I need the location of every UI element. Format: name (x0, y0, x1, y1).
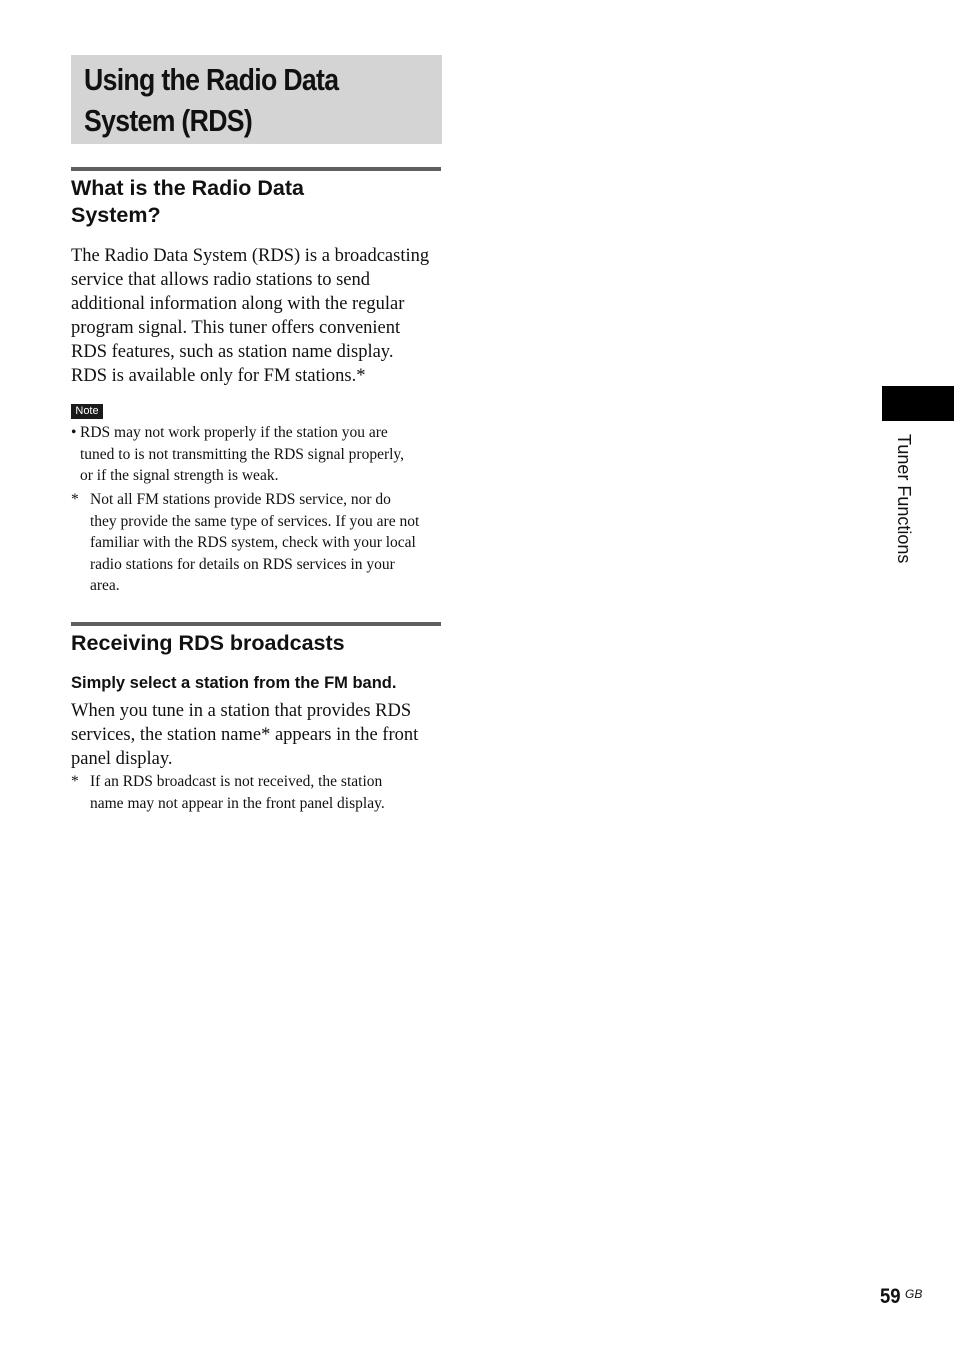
footnote-mark: * (71, 491, 79, 508)
note-badge: Note (71, 404, 103, 419)
bullet-mark: • (71, 424, 77, 441)
paragraph-line: program signal. This tuner offers convenient (71, 318, 401, 338)
paragraph-line: panel display. (71, 749, 173, 769)
footnote-line: name may not appear in the front panel display. (90, 794, 385, 812)
note-line: tuned to is not transmitting the RDS signal properly, (80, 445, 405, 463)
footnote-line: radio stations for details on RDS services in your (90, 555, 395, 573)
paragraph-line: service that allows radio stations to send (71, 270, 371, 290)
paragraph-line: RDS is available only for FM stations.* (71, 366, 366, 386)
section-heading-what-is-rds (71, 175, 451, 229)
instruction-step: Simply select a station from the FM band. (71, 674, 397, 692)
section-heading-line-1: What is the Radio Data (71, 176, 304, 200)
footnote-text (90, 489, 442, 597)
page-number: 59 (880, 1285, 901, 1308)
paragraph-line: When you tune in a station that provides RDS (71, 701, 412, 721)
footnote-line: area. (90, 577, 120, 594)
note-bullet-text (80, 422, 442, 487)
footnote-line: If an RDS broadcast is not received, the station (90, 773, 383, 790)
footnote-line: familiar with the RDS system, check with your local (90, 534, 416, 551)
note-line: or if the signal strength is weak. (80, 467, 279, 484)
page-title (84, 59, 428, 141)
paragraph-line: The Radio Data System (RDS) is a broadcasting (71, 246, 430, 266)
section-divider-1 (71, 167, 441, 171)
rds-intro-paragraph (71, 244, 443, 388)
receiving-paragraph (71, 699, 443, 771)
paragraph-line: additional information along with the regular (71, 294, 405, 314)
page-title-line-2: System (RDS) (84, 103, 253, 138)
footnote-text (90, 771, 442, 814)
footnote-line: Not all FM stations provide RDS service, nor do (90, 491, 391, 508)
page-number-suffix: GB (905, 1287, 923, 1301)
page-title-line-1: Using the Radio Data (84, 62, 339, 97)
footnote-line: they provide the same type of services. If you are not (90, 512, 420, 530)
section-heading-receiving-rds: Receiving RDS broadcasts (71, 631, 345, 655)
section-divider-2 (71, 622, 441, 626)
chapter-tab (882, 386, 954, 421)
footnote-mark: * (71, 773, 79, 790)
note-line: RDS may not work properly if the station you are (80, 424, 388, 441)
section-heading-line-2: System? (71, 203, 161, 227)
paragraph-line: services, the station name* appears in the front (71, 725, 419, 745)
title-box (71, 55, 442, 144)
chapter-label: Tuner Functions (894, 434, 914, 564)
paragraph-line: RDS features, such as station name display. (71, 342, 394, 362)
